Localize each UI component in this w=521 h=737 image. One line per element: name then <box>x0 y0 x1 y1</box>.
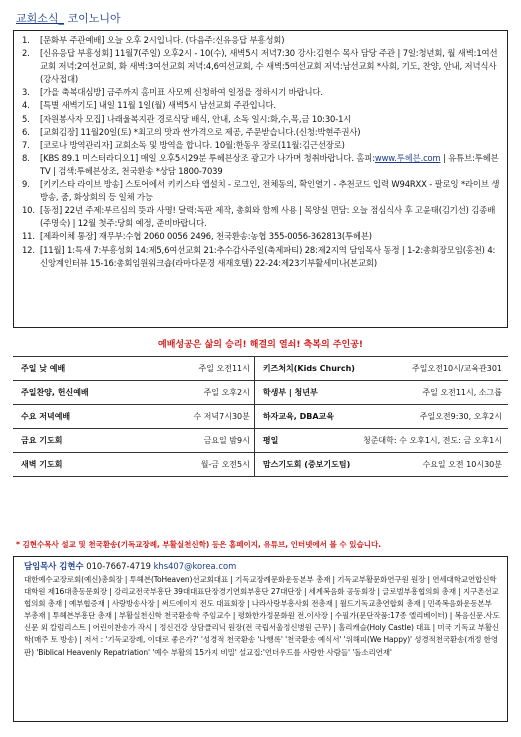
notice-text: [특별 새벽기도] 내일 11월 1일(월) 새벽5시 남선교회 주관입니다. <box>40 100 276 111</box>
pastor-header <box>24 560 501 572</box>
service-time: 주일 오후2시 <box>93 381 254 405</box>
notice-number: 11. <box>22 231 35 242</box>
slogan: 예배성공은 삶의 승리! 해결의 열쇠! 축복의 주인공! <box>158 340 363 350</box>
service-time: 주일오전9:30, 오후2시 <box>359 405 508 429</box>
notice-item <box>22 86 501 99</box>
notice-item <box>22 230 501 243</box>
notice-text: [동정] 22년 주제:부르심의 뜻과 사명! 달력:독판 제작, 총회와 함께 사용 | 목양실 면담: 오늘 점심식사 후 고윤태(김기선) 김종배(주명숙) | 12월 첫주:당회 예정, 준비바랍니다. <box>40 205 496 229</box>
pastor-bio: 대한예수교장로회(예신)총회장 | 투헤븐(ToHeaven)선교회대표 | 기독교장례문화운동본부 총재 | 기독교부활문화연구원 원장 | 연세대학교연합신학대학원 제16대총동문회장 | 강리교전국부흥단 39대대표단장경기연회부흥단 27대단장 | 세계복음화 공동회장 | 글로벌부흥협의회 총재 | 지구촌선교협의회 총재 | 예부협증재 | 사랑방송사장 | 써드에이지 전도 대표회장 | 나라사랑부흥사회 전총재 | 월드기독교총연합회 총재 | 민족복음화운동본부 부총재 | 투헤븐부흥단 총재 | 부활실천신학 천국환송학 주임교수 | 평화한가정문화원 전.이사장 | 수필가(문단작품:17종 엘리베이터) | 복음신문.사도신문 외 칼럼리스트 | 어린이찬송가 작시 | 정신건강 상담클리닉 원장(전 국립서울정신병원 근무) | 홀리캐슬(Holy Castle) 대표 | 미국 기독교 부활신학(매주 토 방송) | 저서 : '기독교장례, 이대로 좋은가?' '성경적 천국환송 '나행록' '천국환송 예식서' '위해피(We Happy)' 성경적천국환송(개정 한영판) 'Biblical Heavenly Repatriation' '예수 부활의 15가지 비밀' 설교집:'언더우드를 사랑한 사람들' '돌소리연재' <box>24 575 500 657</box>
service-name: 금요 기도회 <box>13 429 93 453</box>
notice-item <box>22 244 501 270</box>
service-name: 맘스기도회 (중보기도팀) <box>254 453 359 477</box>
notice-number: 3. <box>22 87 30 98</box>
service-name: 새벽 기도회 <box>13 453 93 477</box>
notice-item <box>22 178 501 204</box>
notice-item <box>22 99 501 112</box>
notice-item <box>22 113 501 126</box>
notice-text: [제좌이체 통장] 재무부:수협 2060 0056 2496, 천국환송:농협 355-0056-362813(투헤븐) <box>40 231 372 242</box>
service-name: 주일찬양, 헌신예배 <box>13 381 93 405</box>
notice-text: [코로나 방역관리자] 교회소독 및 방역을 합니다. 10월:한동우 장로(11월:김근선장로) <box>40 139 345 150</box>
notice-text: [키키스타 라이브 방송] 스토어에서 키키스타 앱설치 - 로그인, 전체동의, 확인열기 - 추천코드 입력 W94RXX - 팔로잉 *라이브 생방송, 줌, 화상회의 등 일체 가능 <box>40 179 500 203</box>
notice-item <box>22 47 501 86</box>
notice-item <box>22 139 501 152</box>
table-row <box>13 429 508 453</box>
table-row <box>13 453 508 477</box>
pastor-email: khs407@korea.com <box>153 561 237 571</box>
page-title-main: 교회소식_ <box>16 12 65 25</box>
notice-list <box>22 34 501 270</box>
table-row <box>13 381 508 405</box>
service-name: 평일 <box>254 429 359 453</box>
notice-text: [문화부 주관예배] 오늘 오후 2시입니다. (다음주:신유응답 부흥성회) <box>40 35 285 45</box>
service-name: 주일 낮 예배 <box>13 357 93 381</box>
notice-text: [자원봉사자 모집] 나래울복지관 경로식당 배식, 안내, 소독 일시:화,수,목,금 10:30-1시 <box>40 113 352 124</box>
service-name: 키즈처치(Kids Church) <box>254 357 359 381</box>
service-time: 월-금 오전5시 <box>93 453 254 477</box>
notice-number: 4. <box>22 100 30 111</box>
service-time: 금요일 밤9시 <box>93 429 254 453</box>
notice-text-cont: | 유튜브:투헤븐TV | 검색:투헤븐상조, 천국환송 *상담 1800-7039 <box>40 152 499 176</box>
service-schedule-table <box>13 356 508 477</box>
notice-text: [신유응답 부흥성회] 11월7(주일) 오후2시 - 10(수), 새벽5시 저녁7:30 강사:김현수 목사 담당 주관 | 7일:청년회, 월 새벽:1여선교회 저녁:2여선교회, 화 새벽:3여선교회 저녁:4,6여선교회, 수 새벽:5여선교회 저녁:남선교회 *사회, 기도, 찬양, 안내, 저녁식사(강사접대) <box>40 48 498 85</box>
pastor-phone: 010-7667-4719 <box>86 561 151 571</box>
service-time: 수 저녁7시30분 <box>93 405 254 429</box>
notice-number: 6. <box>22 126 30 137</box>
notice-item <box>22 34 501 47</box>
notice-number: 2. <box>22 48 30 59</box>
homepage-link[interactable]: www.투헤븐.com <box>374 152 441 163</box>
service-time: 청준대학: 수 오후1시, 전도: 금 오후1시 <box>359 429 508 453</box>
pastor-box <box>13 556 508 722</box>
page-title <box>16 10 121 26</box>
notice-text: [11월] 1:특새 7:부흥성회 14:제5,6여선교회 21:추수감사주일(축제파티) 28:제2지역 담임목사 동정 | 1-2:총회장모임(홍천) 4:신앙계인터뷰 15-16:총회임원워크숍(라마다문경 새재호텔) 22-24:제23기부활세미나(본교회) <box>40 244 496 268</box>
notice-text: [가을 축복대심방] 금주까지 홈미표 사모께 신청하여 일정을 정하시기 바랍니다. <box>40 87 323 98</box>
notice-number: 5. <box>22 113 30 124</box>
service-time: 주일 오전11시 <box>93 357 254 381</box>
service-time: 주일 오전11시, 소그룹 <box>359 381 508 405</box>
notice-number: 12. <box>22 244 35 255</box>
notice-box <box>13 30 508 328</box>
table-row <box>13 357 508 381</box>
service-name: 하자교육, DBA교육 <box>254 405 359 429</box>
service-note: * 김현수목사 설교 및 천국환송(기독교장례, 부활실천신학) 등은 홈페이지, 유튜브, 인터넷에서 볼 수 있습니다. <box>16 540 382 549</box>
notice-number: 9. <box>22 179 30 190</box>
service-name: 학생부 | 청년부 <box>254 381 359 405</box>
service-name: 수요 저녁예배 <box>13 405 93 429</box>
page-title-sub: 코이노니아 <box>67 12 121 25</box>
notice-number: 8. <box>22 152 30 163</box>
notice-text: [교회김장] 11월20일(토) *최고의 맛과 싼가격으로 제공, 주문받습니다.(신청:박현주권사) <box>40 126 361 137</box>
notice-item <box>22 204 501 230</box>
notice-number: 1. <box>22 35 30 45</box>
notice-number: 7. <box>22 139 30 150</box>
notice-item <box>22 152 501 178</box>
pastor-name: 담임목사 김현수 <box>24 561 84 571</box>
table-row <box>13 405 508 429</box>
notice-text: [KBS 89.1 미스터라디오1] 매일 오후5시29분 투헤븐상조 광고가 나가며 청취바랍니다. <box>40 152 354 163</box>
service-time: 수요일 오전 10시30분 <box>359 453 508 477</box>
homepage-label: 홈피: <box>356 152 375 163</box>
service-time: 주일오전10시/교육관301 <box>359 357 508 381</box>
notice-item <box>22 126 501 139</box>
notice-number: 10. <box>22 205 35 216</box>
